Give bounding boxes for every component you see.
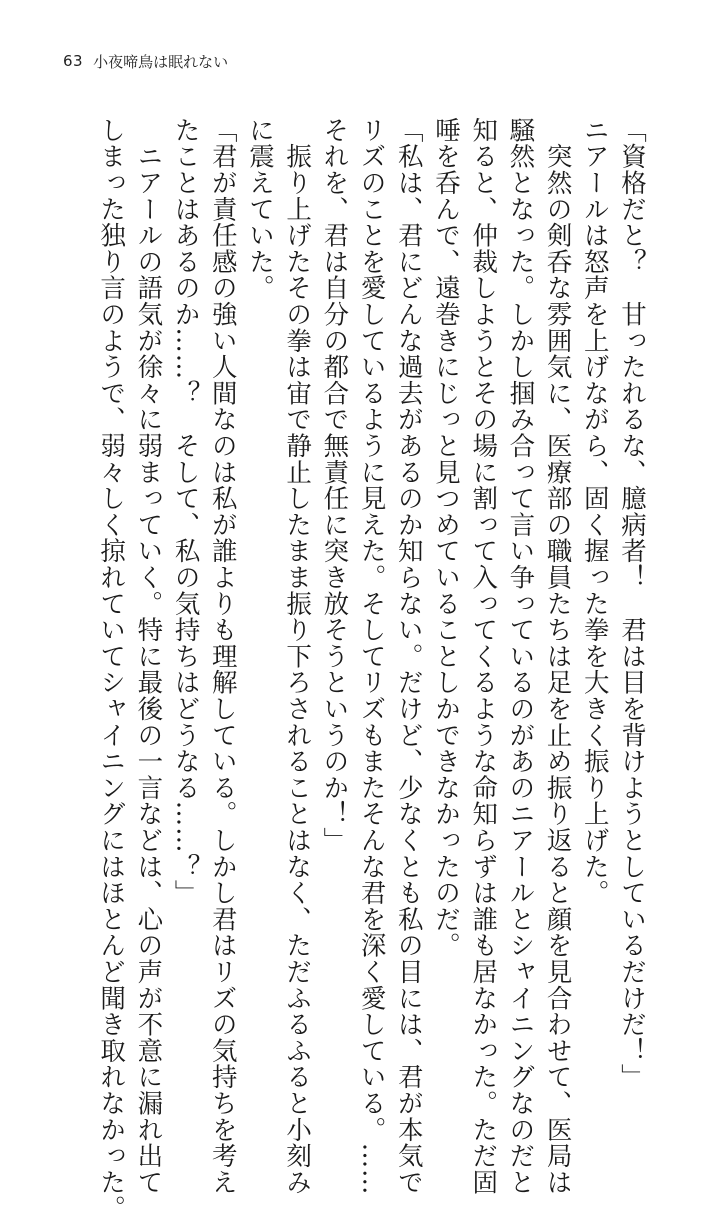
text-line: 唾を呑んで、遠巻きにじっと見つめていることしかできなかったのだ。: [430, 117, 461, 959]
vertical-body-text: [92, 117, 650, 1222]
text-line: ニアールは怒声を上げながら、固く握った拳を大きく振り上げた。: [579, 117, 610, 906]
text-line: 振り上げたその拳は宙で静止したまま振り下ろされることはなく、ただふるふると小刻み: [282, 117, 313, 1196]
text-line: ニアールの語気が徐々に弱まっていく。特に最後の一言などは、心の声が不意に漏れ出て: [133, 117, 164, 1196]
running-header: [63, 50, 228, 72]
text-line: 「君が責任感の強い人間なのは私が誰よりも理解している。しかし君はリズの気持ちを考え: [207, 117, 238, 1196]
running-title: 小夜啼鳥は眠れない: [93, 52, 229, 71]
text-line: 知ると、仲裁しようとその場に割って入ってくるような命知らずは誰も居なかった。ただ固: [468, 117, 499, 1196]
text-line: 突然の剣呑な雰囲気に、医療部の職員たちは足を止め振り返ると顔を見合わせて、医局は: [542, 117, 573, 1196]
text-line: 「私は、君にどんな過去があるのか知らない。だけど、少なくとも私の目には、君が本気で: [393, 117, 424, 1196]
text-line: 「資格だと？ 甘ったれるな、臆病者！ 君は目を背けようとしているだけだ！」: [617, 117, 647, 1091]
text-line: それを、君は自分の都合で無責任に突き放そうというのか！」: [319, 117, 350, 854]
text-line: たことはあるのか……？ そして、私の気持ちはどうなる……？」: [170, 117, 201, 906]
text-line: リズのことを愛しているように見えた。そしてリズもまたそんな君を深く愛している。……: [356, 117, 387, 1196]
text-line: しまった独り言のようで、弱々しく掠れていてシャイニングにはほとんど聞き取れなかった。: [96, 117, 127, 1222]
page-number: 63: [63, 52, 84, 70]
text-line: 騒然となった。しかし掴み合って言い争っているのがあのニアールとシャイニングなのだと: [505, 117, 536, 1196]
text-line: に震えていた。: [244, 117, 275, 302]
